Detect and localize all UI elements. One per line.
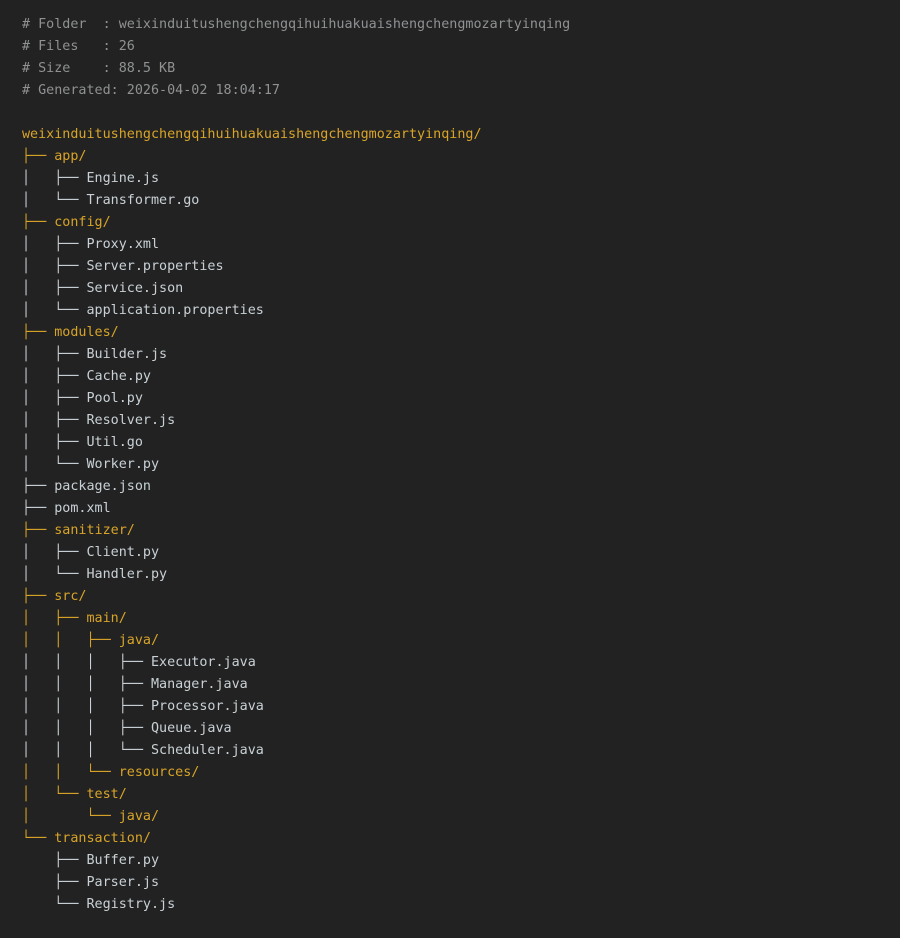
tree-branch-prefix: │ │ ├── bbox=[22, 633, 119, 648]
tree-branch-prefix: │ └── bbox=[22, 809, 119, 824]
tree-branch-prefix: ├── bbox=[22, 149, 55, 164]
tree-line-directory bbox=[22, 124, 900, 146]
blank-line bbox=[22, 102, 900, 124]
tree-line-file bbox=[22, 652, 900, 674]
file-name: Builder.js bbox=[86, 347, 168, 362]
directory-name: sanitizer/ bbox=[54, 523, 135, 538]
file-name: Executor.java bbox=[151, 655, 256, 670]
directory-name: app/ bbox=[54, 149, 87, 164]
tree-branch-prefix: │ │ └── bbox=[22, 765, 119, 780]
header-comments bbox=[22, 14, 900, 102]
tree-line-directory bbox=[22, 630, 900, 652]
tree-line-file bbox=[22, 432, 900, 454]
file-name: Parser.js bbox=[86, 875, 160, 890]
directory-name: java/ bbox=[118, 809, 160, 824]
tree-line-file bbox=[22, 190, 900, 212]
directory-name: java/ bbox=[118, 633, 160, 648]
tree-line-directory bbox=[22, 146, 900, 168]
tree-line-file bbox=[22, 234, 900, 256]
directory-name: config/ bbox=[54, 215, 111, 230]
directory-name: modules/ bbox=[54, 325, 119, 340]
tree-line-directory bbox=[22, 322, 900, 344]
tree-line-directory bbox=[22, 784, 900, 806]
file-name: Processor.java bbox=[151, 699, 264, 714]
tree-branch-prefix: ├── bbox=[22, 479, 55, 494]
tree-branch-prefix: │ │ │ ├── bbox=[22, 699, 151, 714]
file-name: Resolver.js bbox=[86, 413, 176, 428]
tree-line-file bbox=[22, 410, 900, 432]
tree-branch-prefix: │ └── bbox=[22, 787, 87, 802]
header-comment-folder: # Folder : weixinduitushengchengqihuihuakuaishengchengmozartyinqing bbox=[22, 17, 571, 32]
tree-branch-prefix: │ └── bbox=[22, 303, 87, 318]
tree-line-directory bbox=[22, 520, 900, 542]
tree-branch-prefix: │ └── bbox=[22, 567, 87, 582]
tree-branch-prefix: ├── bbox=[22, 501, 55, 516]
file-name: Util.go bbox=[86, 435, 143, 450]
tree-branch-prefix: │ │ │ └── bbox=[22, 743, 151, 758]
file-name: Transformer.go bbox=[86, 193, 200, 208]
tree-line-file bbox=[22, 476, 900, 498]
tree-branch-prefix: │ └── bbox=[22, 193, 87, 208]
file-name: Manager.java bbox=[151, 677, 248, 692]
tree-branch-prefix: │ ├── bbox=[22, 237, 87, 252]
header-comment-files: # Files : 26 bbox=[22, 39, 135, 54]
file-name: Queue.java bbox=[151, 721, 232, 736]
tree-line-file bbox=[22, 696, 900, 718]
tree-branch-prefix: │ │ │ ├── bbox=[22, 677, 151, 692]
tree-branch-prefix: │ ├── bbox=[22, 413, 87, 428]
tree-branch-prefix: │ ├── bbox=[22, 281, 87, 296]
file-name: package.json bbox=[54, 479, 151, 494]
tree-line-file bbox=[22, 278, 900, 300]
tree-line-file bbox=[22, 872, 900, 894]
directory-name: test/ bbox=[86, 787, 127, 802]
tree-branch-prefix: │ ├── bbox=[22, 259, 87, 274]
tree-line-directory bbox=[22, 212, 900, 234]
tree-line-directory bbox=[22, 806, 900, 828]
file-name: Proxy.xml bbox=[86, 237, 160, 252]
tree-line-file bbox=[22, 542, 900, 564]
tree-line-file bbox=[22, 498, 900, 520]
tree-branch-prefix: ├── bbox=[22, 853, 87, 868]
tree-line-directory bbox=[22, 608, 900, 630]
tree-line-file bbox=[22, 850, 900, 872]
tree-line-file bbox=[22, 740, 900, 762]
tree-line-file bbox=[22, 366, 900, 388]
directory-name: main/ bbox=[86, 611, 127, 626]
tree-branch-prefix: │ ├── bbox=[22, 347, 87, 362]
tree-branch-prefix: │ ├── bbox=[22, 435, 87, 450]
tree-line-file bbox=[22, 454, 900, 476]
file-name: Registry.js bbox=[86, 897, 176, 912]
file-name: Engine.js bbox=[86, 171, 160, 186]
tree-branch-prefix: ├── bbox=[22, 875, 87, 890]
tree-line-file bbox=[22, 894, 900, 916]
file-name: Server.properties bbox=[86, 259, 224, 274]
tree-line-file bbox=[22, 718, 900, 740]
tree-branch-prefix: │ ├── bbox=[22, 391, 87, 406]
directory-name: src/ bbox=[54, 589, 87, 604]
file-name: Client.py bbox=[86, 545, 160, 560]
tree-branch-prefix: │ ├── bbox=[22, 171, 87, 186]
tree-branch-prefix: ├── bbox=[22, 589, 55, 604]
tree-branch-prefix: ├── bbox=[22, 215, 55, 230]
header-comment-generated: # Generated: 2026-04-02 18:04:17 bbox=[22, 83, 280, 98]
file-tree bbox=[22, 124, 900, 916]
file-name: Worker.py bbox=[86, 457, 160, 472]
tree-branch-prefix: │ └── bbox=[22, 457, 87, 472]
file-name: Pool.py bbox=[86, 391, 143, 406]
file-name: Cache.py bbox=[86, 369, 151, 384]
tree-line-file bbox=[22, 388, 900, 410]
file-name: pom.xml bbox=[54, 501, 111, 516]
tree-branch-prefix: ├── bbox=[22, 325, 55, 340]
tree-line-file bbox=[22, 300, 900, 322]
tree-branch-prefix: └── bbox=[22, 897, 87, 912]
header-comment-size: # Size : 88.5 KB bbox=[22, 61, 176, 76]
file-name: Scheduler.java bbox=[151, 743, 264, 758]
tree-line-file bbox=[22, 168, 900, 190]
file-name: Handler.py bbox=[86, 567, 168, 582]
tree-line-file bbox=[22, 344, 900, 366]
tree-line-directory bbox=[22, 762, 900, 784]
tree-branch-prefix: │ │ │ ├── bbox=[22, 721, 151, 736]
file-name: Buffer.py bbox=[86, 853, 160, 868]
directory-name: resources/ bbox=[118, 765, 200, 780]
tree-branch-prefix: │ ├── bbox=[22, 611, 87, 626]
tree-branch-prefix: │ │ │ ├── bbox=[22, 655, 151, 670]
tree-branch-prefix: ├── bbox=[22, 523, 55, 538]
tree-branch-prefix: └── bbox=[22, 831, 55, 846]
file-name: application.properties bbox=[86, 303, 264, 318]
tree-branch-prefix: │ ├── bbox=[22, 545, 87, 560]
tree-line-file bbox=[22, 564, 900, 586]
tree-line-file bbox=[22, 674, 900, 696]
tree-branch-prefix: │ ├── bbox=[22, 369, 87, 384]
file-name: Service.json bbox=[86, 281, 184, 296]
directory-name: transaction/ bbox=[54, 831, 151, 846]
tree-line-file bbox=[22, 256, 900, 278]
tree-line-directory bbox=[22, 828, 900, 850]
directory-name: weixinduitushengchengqihuihuakuaishengchengmozartyinqing/ bbox=[22, 127, 482, 142]
tree-line-directory bbox=[22, 586, 900, 608]
